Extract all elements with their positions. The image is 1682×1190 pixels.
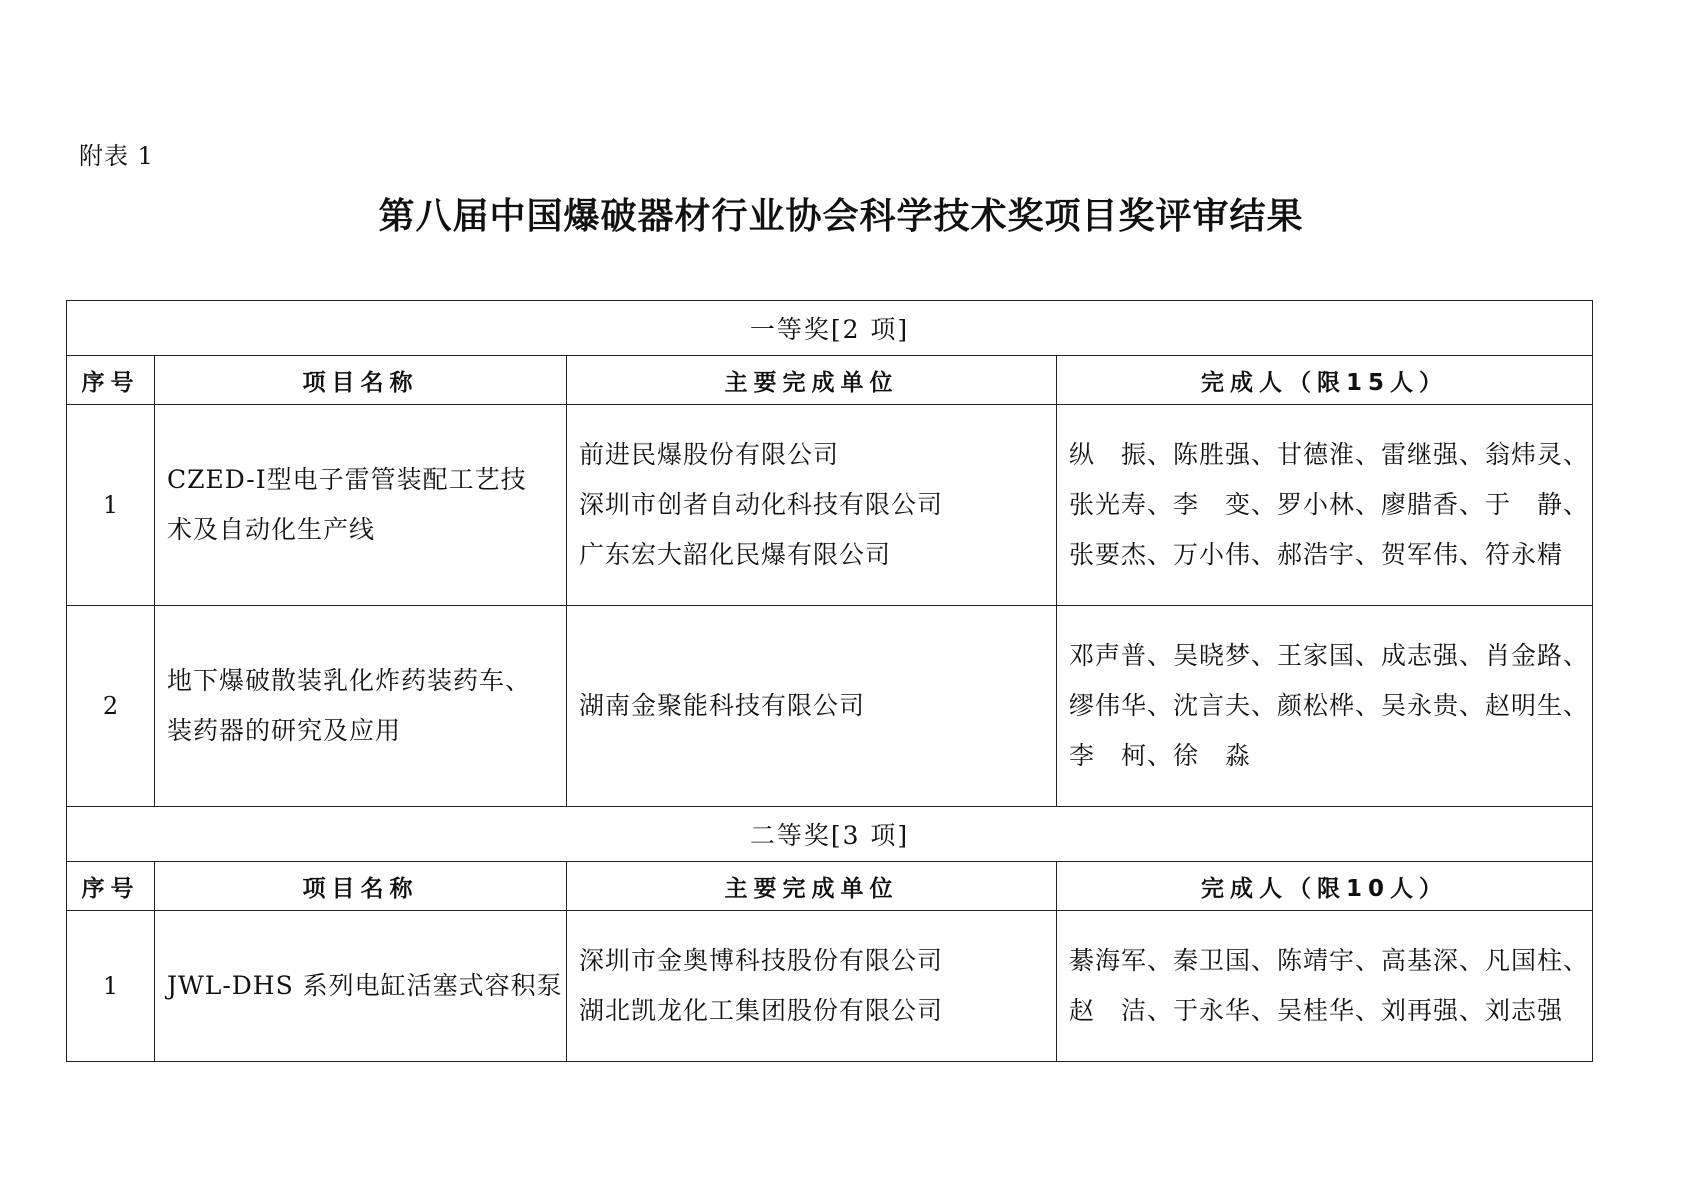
persons-line: 赵 洁、于永华、吴桂华、刘再强、刘志强: [1069, 996, 1564, 1025]
unit-line: 深圳市金奥博科技股份有限公司: [579, 946, 944, 975]
persons-line: 缪伟华、沈言夫、颜松桦、吴永贵、赵明生、: [1069, 691, 1590, 720]
section-heading: 二等奖[3 项]: [67, 807, 1593, 862]
row-project: [155, 911, 567, 1062]
project-line: 地下爆破散装乳化炸药装药车、: [167, 666, 532, 695]
unit-line: 广东宏大韶化民爆有限公司: [579, 540, 892, 569]
row-project: [155, 606, 567, 807]
persons-line: 张要杰、万小伟、郝浩宇、贺军伟、符永精: [1069, 540, 1564, 569]
table-row: [67, 606, 1593, 807]
project-line: 装药器的研究及应用: [167, 716, 402, 745]
column-header-row: [67, 356, 1593, 405]
persons-line: 纵 振、陈胜强、甘德淮、雷继强、翁炜灵、: [1069, 440, 1590, 469]
attachment-label: 附表 1: [79, 142, 154, 170]
unit-line: 湖南金聚能科技有限公司: [579, 691, 866, 720]
row-units: [567, 405, 1057, 606]
results-table: [66, 300, 1593, 1062]
unit-line: 深圳市创者自动化科技有限公司: [579, 490, 944, 519]
unit-line: 湖北凯龙化工集团股份有限公司: [579, 996, 944, 1025]
column-header-project: 项目名称: [155, 356, 567, 405]
project-line: 术及自动化生产线: [167, 515, 376, 544]
row-persons: [1057, 405, 1593, 606]
row-units: [567, 911, 1057, 1062]
unit-line: 前进民爆股份有限公司: [579, 440, 840, 469]
project-line: CZED-Ⅰ型电子雷管装配工艺技: [167, 465, 527, 494]
row-seq: 1: [67, 911, 155, 1062]
row-units: [567, 606, 1057, 807]
column-header-persons: 完成人（限15人）: [1057, 356, 1593, 405]
column-header-project: 项目名称: [155, 862, 567, 911]
row-seq: 1: [67, 405, 155, 606]
row-seq: 2: [67, 606, 155, 807]
table-row: [67, 911, 1593, 1062]
section-heading: 一等奖[2 项]: [67, 301, 1593, 356]
persons-line: 邓声普、吴晓梦、王家国、成志强、肖金路、: [1069, 641, 1590, 670]
row-persons: [1057, 606, 1593, 807]
column-header-persons: 完成人（限10人）: [1057, 862, 1593, 911]
section-heading-row: [67, 301, 1593, 356]
column-header-units: 主要完成单位: [567, 862, 1057, 911]
persons-line: 张光寿、李 变、罗小林、廖腊香、于 静、: [1069, 490, 1590, 519]
table-row: [67, 405, 1593, 606]
persons-line: 李 柯、徐 淼: [1069, 741, 1252, 770]
row-persons: [1057, 911, 1593, 1062]
column-header-seq: 序号: [67, 356, 155, 405]
section-heading-row: [67, 807, 1593, 862]
column-header-units: 主要完成单位: [567, 356, 1057, 405]
column-header-row: [67, 862, 1593, 911]
column-header-seq: 序号: [67, 862, 155, 911]
page-title: 第八届中国爆破器材行业协会科学技术奖项目奖评审结果: [378, 196, 1304, 237]
project-line: JWL-DHS 系列电缸活塞式容积泵: [167, 971, 563, 1000]
persons-line: 綦海军、秦卫国、陈靖宇、高基深、凡国柱、: [1069, 946, 1590, 975]
row-project: [155, 405, 567, 606]
